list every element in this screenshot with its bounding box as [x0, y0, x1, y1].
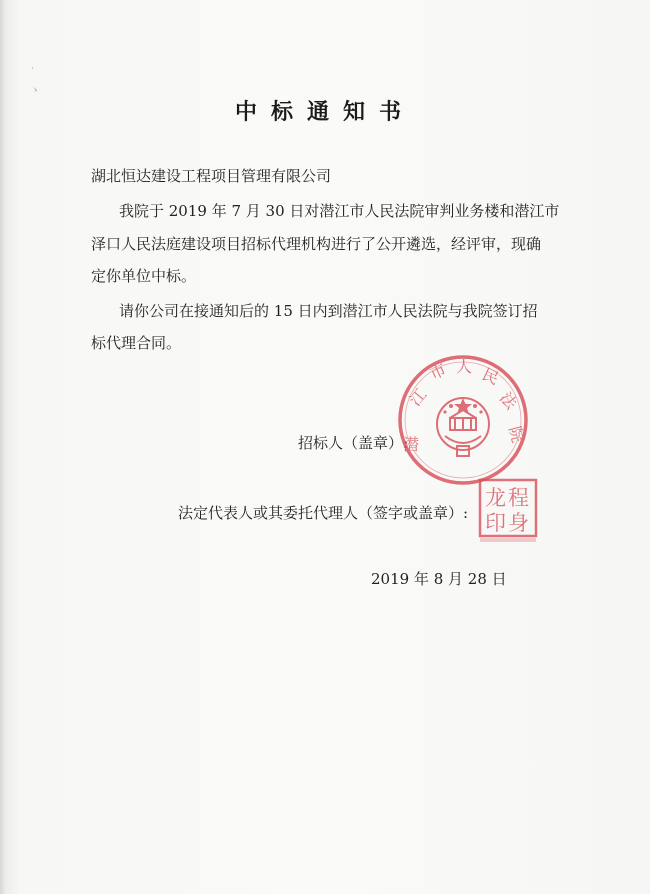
paragraph-1-line-3: 定你单位中标。	[91, 267, 197, 285]
scan-specks: ˙ ゝ	[30, 67, 40, 96]
paragraph-1-line-1: 我院于 2019 年 7 月 30 日对潜江市人民法院审判业务楼和潜江市	[119, 202, 560, 220]
court-seal-icon	[395, 352, 531, 488]
svg-text:法: 法	[495, 388, 521, 413]
document-date: 2019 年 8 月 28 日	[371, 570, 507, 588]
addressee: 湖北恒达建设工程项目管理有限公司	[91, 167, 332, 185]
svg-text:市: 市	[426, 359, 450, 384]
document-title: 中标通知书	[234, 99, 415, 125]
svg-text:人: 人	[456, 357, 473, 376]
representative-signature-label: 法定代表人或其委托代理人（签字或盖章）:	[178, 504, 469, 522]
svg-text:印身: 印身	[485, 511, 531, 535]
svg-text:民: 民	[479, 364, 502, 389]
page-shadow-edge	[0, 0, 6, 894]
personal-seal-icon	[478, 478, 538, 544]
tenderer-seal-label: 招标人（盖章）:	[298, 434, 409, 452]
paragraph-1-line-2: 泽口人民法庭建设项目招标代理机构进行了公开遴选，经评审，现确	[91, 235, 542, 253]
paragraph-2-line-1: 请你公司在接通知后的 15 日内到潜江市人民法院与我院签订招	[119, 302, 538, 320]
svg-text:潜: 潜	[402, 435, 420, 454]
svg-text:院: 院	[505, 424, 528, 445]
paragraph-2-line-2: 标代理合同。	[91, 334, 182, 352]
svg-text:龙程: 龙程	[485, 486, 531, 510]
svg-text:江: 江	[405, 385, 431, 410]
